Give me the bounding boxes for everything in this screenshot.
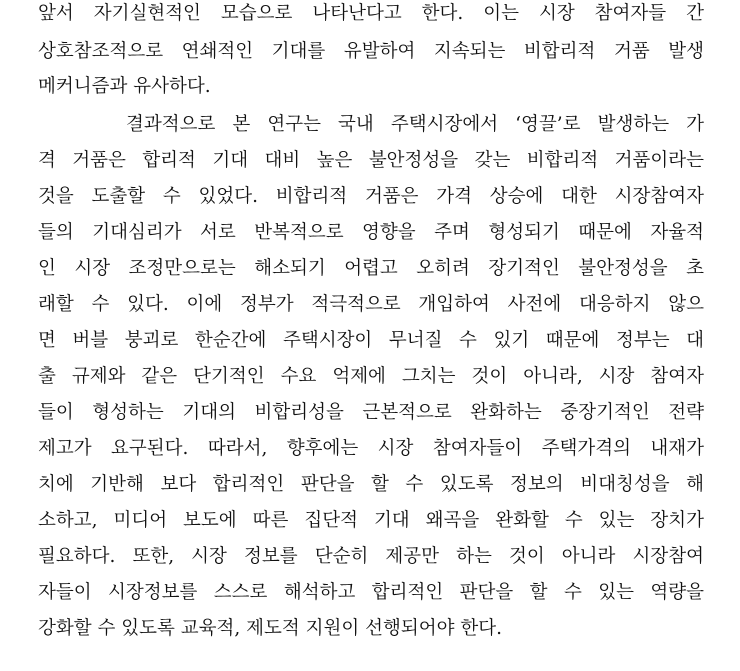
paragraph-2-line-9: 들이 형성하는 기대의 비합리성을 근본적으로 완화하는 중장기적인 전략 [38, 402, 704, 423]
paragraph-2-line-4: 들의 기대심리가 서로 반복적으로 영향을 주며 형성되기 때문에 자율적 [38, 222, 704, 243]
paragraph-2-line-5: 인 시장 조정만으로는 해소되기 어렵고 오히려 장기적인 불안정성을 초 [38, 258, 704, 279]
paragraph-2-line-15: 강화할 수 있도록 교육적, 제도적 지원이 선행되어야 한다. [38, 618, 502, 639]
paragraph-2-line-10: 제고가 요구된다. 따라서, 향후에는 시장 참여자들이 주택가격의 내재가 [38, 438, 704, 459]
paragraph-2-line-11: 치에 기반해 보다 합리적인 판단을 할 수 있도록 정보의 비대칭성을 해 [38, 474, 704, 495]
paragraph-2-line-6: 래할 수 있다. 이에 정부가 적극적으로 개입하여 사전에 대응하지 않으 [38, 294, 704, 315]
paragraph-2-line-8: 출 규제와 같은 단기적인 수요 억제에 그치는 것이 아니라, 시장 참여자 [38, 366, 704, 387]
paragraph-1-line-2: 상호참조적으로 연쇄적인 기대를 유발하여 지속되는 비합리적 거품 발생 [38, 41, 704, 62]
paragraph-2-line-14: 자들이 시장정보를 스스로 해석하고 합리적인 판단을 할 수 있는 역량을 [38, 582, 704, 603]
paragraph-1-line-1: 앞서 자기실현적인 모습으로 나타난다고 한다. 이는 시장 참여자들 간 [38, 3, 704, 24]
paragraph-2-line-1: 결과적으로 본 연구는 국내 주택시장에서 ‘영끌’로 발생하는 가 [126, 114, 704, 135]
paragraph-2-line-2: 격 거품은 합리적 기대 대비 높은 불안정성을 갖는 비합리적 거품이라는 [38, 150, 704, 171]
paragraph-2-line-13: 필요하다. 또한, 시장 정보를 단순히 제공만 하는 것이 아니라 시장참여 [38, 546, 704, 567]
paragraph-2-line-12: 소하고, 미디어 보도에 따른 집단적 기대 왜곡을 완화할 수 있는 장치가 [38, 510, 704, 531]
paragraph-2-line-3: 것을 도출할 수 있었다. 비합리적 거품은 가격 상승에 대한 시장참여자 [38, 186, 704, 207]
paragraph-2-line-7: 면 버블 붕괴로 한순간에 주택시장이 무너질 수 있기 때문에 정부는 대 [38, 330, 704, 351]
paragraph-1-line-3: 메커니즘과 유사하다. [38, 76, 211, 97]
